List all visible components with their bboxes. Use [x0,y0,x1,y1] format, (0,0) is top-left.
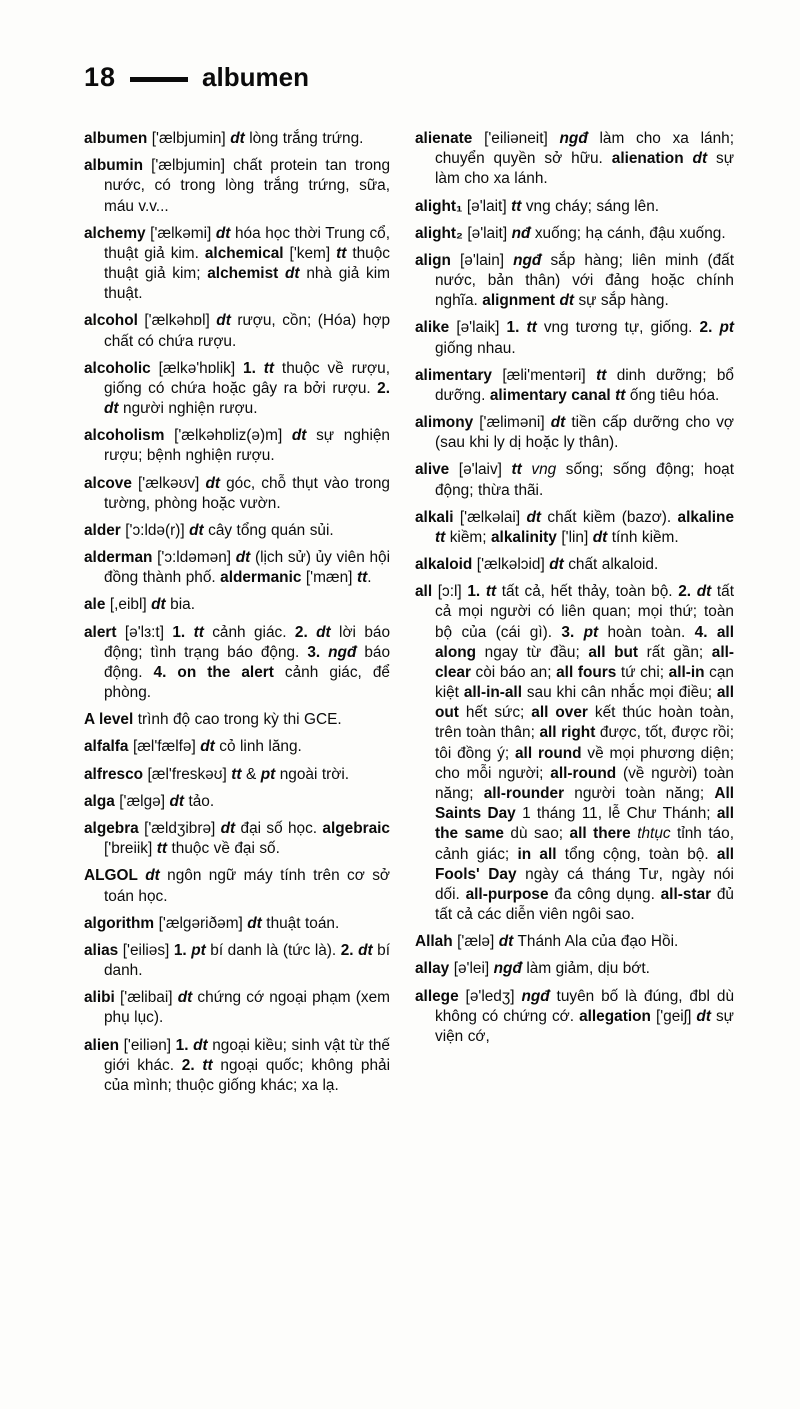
definition-text: tiền cấp dưỡng cho vợ (sau khi ly dị hoặc ly thân). [435,414,735,452]
definition-text: ['breiik] [104,840,157,858]
entry-alight-1 [415,197,734,217]
pos-label: ngđ [559,130,588,147]
definition-text: sự viện cớ, [435,1007,734,1045]
definition-text: bí danh. [104,941,390,980]
headword: alien [84,1036,120,1054]
entry-alike [415,318,734,358]
definition-text [166,664,177,681]
definition-text: được, tốt, được rồi; tôi đồng ý; [435,724,735,762]
pos-label: nđ [511,224,531,242]
pos-label: dt [200,738,215,756]
bold-text: all-clear [435,643,735,681]
pos-label: dt [526,508,542,526]
entry-albumen [84,129,390,149]
usage-label: vng [531,461,557,479]
entry-algol [84,866,390,906]
definition-text: ['ælkəlai] [453,508,527,526]
definition-text: góc, chỗ thụt vào trong tường, phòng hoặc vườn. [104,474,390,512]
definition-text: ['ælibai] [114,989,178,1007]
definition-text: [ə'lain] [450,251,514,269]
bold-text: 1. [175,1036,189,1054]
bold-text: algebraic [322,819,390,837]
headword: alchemy [84,224,146,242]
entry-alcoholism [84,426,390,466]
page-number: 18 [84,62,117,92]
bold-text: alkaline [677,508,734,526]
definition-text: cây tổng quán sủi. [203,521,334,539]
entry-alchemy [84,224,390,305]
headword: alight₁ [415,197,463,215]
definition-text: ['ælkəhɒliz(ə)m] [164,427,292,445]
headword: allay [415,960,450,978]
definition-text: [ælkə'hɒlik] [150,359,244,377]
definition-text: [ə'laiv] [449,461,512,479]
definition-text: về mọi phương diện; cho mỗi người; [435,744,734,782]
headword: algebra [84,819,139,837]
definition-text: thuật toán. [261,914,340,932]
definition-text: sự làm cho xa lánh. [435,150,735,188]
pos-label: ngđ [521,987,550,1005]
definition-text: chất alkaloid. [563,556,659,574]
bold-text: 1. [173,941,187,959]
headword: alderman [84,549,153,567]
definition-text: thuộc về đại số. [167,840,280,858]
bold-text: all there [569,825,631,843]
pos-label: pt [719,319,735,337]
bold-text: 1. [467,583,481,601]
definition-text: thuộc về rượu, giống có chứa hoặc gây ra bởi rượu. [104,359,390,397]
bold-text: 1. [243,359,256,377]
definition-text: nhà giả kim thuật. [104,265,390,303]
definition-text: ['ælgəriðəm] [154,914,248,932]
definition-text: tứ chi; [616,663,669,681]
definition-text: tất cả, hết thảy, toàn bộ. [496,583,679,601]
bold-text: all-in [668,663,705,681]
pos-label: tt [193,623,204,641]
bold-text: alkalinity [491,528,557,546]
definition-text: sự nghiện rượu; bệnh nghiện rượu. [104,427,390,465]
headword: ale [84,596,106,614]
pos-label: dt [498,933,514,951]
definition-text: [ə'lɜ:t] [116,623,173,641]
headword: alert [84,623,117,641]
pos-label: dt [235,549,251,567]
definition-text: . [367,569,372,587]
pos-label: tt [336,244,347,262]
definition-text: giống nhau. [435,339,516,357]
bold-text: aldermanic [220,569,302,587]
definition-text: ['ælbjumin] chất protein tan trong nước, có trong lòng trắng trứng, sữa, máu v.v... [104,157,390,215]
pos-label: ngđ [328,643,357,661]
definition-text: [,eibl] [105,596,152,614]
definition-text: tuyên bố là đúng, đbl dù không có chứng cớ. [435,987,734,1025]
definition-text: người toàn năng; [564,784,715,802]
definition-text: ['ælbjumin] [147,130,231,147]
pos-label: tt [156,840,168,858]
headword: A level [84,711,134,729]
entry-allah [415,932,734,952]
bold-text: 4. [153,663,167,681]
headword: Allah [415,933,453,951]
definition-text: Thánh Ala của đạo Hồi. [513,933,679,951]
pos-label: dt [177,989,193,1007]
bold-text: in all [517,845,557,863]
pos-label: tt [356,569,368,587]
pos-label: dt [316,623,331,641]
pos-label: dt [549,556,564,574]
pos-label: tt [485,583,497,601]
definition-text: [ə'lait] [462,224,512,242]
definition-text: rất gần; [638,643,712,661]
definition-text: trình độ cao trong kỳ thi GCE. [133,711,342,729]
entry-alkali [415,508,734,548]
entry-alder [84,521,390,541]
pos-label: tt [511,197,522,215]
bold-text: 2. [377,379,390,397]
guide-word: albumen [202,62,309,92]
definition-text: ['kem] [283,244,337,262]
definition-text: cỏ linh lăng. [214,738,302,756]
definition-text [320,644,328,661]
definition-text: ngoài trời. [275,765,350,783]
pos-label: dt [592,528,608,546]
pos-label: dt [291,427,307,445]
bold-text: allegation [579,1007,651,1025]
entry-alien [84,1036,390,1097]
definition-text: ['eiliən] [119,1036,176,1054]
column-left [84,129,390,1103]
bold-text: all-in-all [463,684,522,702]
definition-text: ngoại quốc; không phải của mình; thuộc giống khác; xa lạ. [104,1056,390,1094]
headword: allege [415,987,459,1005]
pos-label: dt [696,1007,711,1025]
definition-text [185,624,193,641]
pos-label: ngđ [513,251,542,269]
definition-text: [æl'freskəʊ] [143,765,232,783]
definition-text: bí danh là (tức là). [205,941,341,959]
definition-text: vng cháy; sáng lên. [521,197,660,215]
definition-text: thuộc thuật giả kim; [104,244,390,283]
headword: alive [415,461,450,479]
headword: alcohol [84,312,138,330]
entry-alibi [84,988,390,1028]
definition-text: cảnh giác, để phòng. [104,663,390,702]
bold-text: All Saints Day [435,784,734,823]
definition-text: người nghiện rượu. [118,400,258,418]
bold-text: all-round [550,764,617,782]
definition-text: sống; sống động; hoạt động; thừa thãi. [435,461,734,499]
pos-label: dt [151,596,166,614]
header-dash-rule [130,77,188,82]
headword: alibi [84,989,115,1007]
definition-text: [æl'fælfə] [128,738,201,756]
bold-text: 4. [694,623,708,641]
definition-text: 1 tháng 11, lễ Chư Thánh; [515,805,717,823]
pos-label: dt [216,312,231,330]
definition-text: kiềm; [445,528,491,546]
definition-text: vng tương tự, giống. [536,319,700,337]
definition-text: ['æliməni] [473,414,551,432]
definition-text: sau khi cân nhắc mọi điều; [521,684,717,702]
definition-text: [ə'ledʒ] [458,987,522,1005]
pos-label: dt [550,414,566,432]
bold-text: all along [435,623,734,661]
bold-text: all but [588,643,639,661]
bold-text: 2. [340,941,354,959]
headword: alcoholism [84,427,165,445]
definition-text: đa công dụng. [548,885,661,903]
definition-text: ['mæn] [301,569,357,587]
headword: alike [415,319,450,337]
headword: alimony [415,414,474,432]
definition-text: ['ɔ:ldəmən] [152,549,236,567]
headword: alight₂ [415,224,463,242]
entry-align [415,251,734,312]
bold-text: all-star [660,885,712,903]
definition-text [708,624,717,641]
pos-label: tt [231,765,242,783]
definition-text: ['ɔ:ldə(r)] [120,521,190,539]
pos-label: dt [692,150,708,168]
entry-all [415,582,734,925]
usage-label: thtục [637,825,671,843]
definition-text: [ɔ:l] [432,583,468,601]
pos-label: dt [247,914,262,932]
definition-text: ngoại kiều; sinh vật từ thế giới khác. [104,1036,390,1074]
definition-text: ['lin] [556,528,593,546]
pos-label: dt [169,792,184,810]
pos-label: dt [230,130,245,147]
definition-text: còi báo an; [470,663,557,681]
headword: alfalfa [84,738,129,756]
entry-albumin [84,156,390,217]
definition-text: kết thúc hoàn toàn, trên toàn thân; [435,704,734,742]
pos-label: tt [435,528,446,546]
headword: alimentary [415,366,492,384]
definition-text: ['eiliəneit] [472,130,560,147]
bold-text: all right [539,724,596,742]
pos-label: pt [583,623,599,641]
pos-label: dt [104,400,119,418]
definition-text: ['ælkəʊv] [131,474,206,492]
definition-text: lời báo động; tình trạng báo động. [104,623,391,661]
definition-text: chất kiềm (bazơ). [541,508,678,526]
definition-text: tính kiềm. [607,528,679,546]
headword: alienate [415,130,473,147]
definition-text [684,150,693,167]
definition-text: hết sức; [458,704,532,722]
definition-text: đủ tất cả các diễn viên ngôi sao. [435,885,734,924]
definition-text: bia. [165,596,195,614]
pos-label: dt [559,292,574,310]
entry-alive [415,460,734,500]
pos-label: dt [145,867,160,885]
definition-text: ngày cá tháng Tư, ngày nói dối. [435,865,734,903]
entry-alkaloid [415,555,734,575]
bold-text: alignment [482,292,555,310]
entry-alight-2 [415,224,734,244]
bold-text: 2. [294,623,308,641]
definition-text: ['ælgə] [114,792,170,810]
bold-text: alchemist [207,265,279,283]
definition-text: [ə'laik] [449,319,507,337]
pos-label: tt [202,1056,213,1074]
definition-text: làm cho xa lánh; chuyển quyền sở hữu. [435,130,734,168]
pos-label: dt [696,583,712,601]
definition-text: tỉnh táo, cảnh giác; [435,825,734,863]
bold-text: alienation [611,150,684,168]
entry-alcove [84,474,390,514]
pos-label: tt [511,461,522,479]
definition-text [574,624,583,641]
definition-text: báo động. [104,643,391,681]
bold-text: alchemical [204,244,284,262]
entry-alfalfa [84,737,390,757]
definition-text: [æli'mentəri] [492,366,597,384]
pos-label: dt [215,224,231,242]
definition-text: (lịch sử) ủy viên hội đồng thành phố. [104,549,390,587]
headword: align [415,251,451,269]
entry-algebra [84,819,390,859]
definition-text: ['ælə] [452,933,499,951]
definition-text: ['eiliəs] [118,941,174,959]
definition-text: ngay từ đầu; [476,643,589,661]
definition-text: ống tiêu hóa. [625,386,720,404]
pos-label: dt [220,819,236,837]
entry-alcoholic [84,359,390,420]
bold-text: all-rounder [483,784,565,802]
pos-label: dt [285,265,300,283]
pos-label: ngđ [493,960,522,978]
entry-alimentary [415,366,734,406]
pos-label: tt [596,366,607,384]
pos-label: tt [526,319,537,337]
headword: alcoholic [84,359,151,377]
definition-text [522,461,532,478]
bold-text: 3. [561,623,575,641]
definition-text: lòng trắng trứng. [244,130,364,147]
headword: alcove [84,474,132,492]
definition-text: chứng cớ ngoại phạm (xem phụ lục). [104,989,390,1027]
entry-allege [415,987,734,1048]
pos-label: dt [193,1036,208,1054]
entry-ale [84,595,390,615]
bold-text: 2. [699,319,713,337]
definition-text: hóa học thời Trung cổ, thuật giả kim. [104,224,390,262]
headword: alga [84,792,115,810]
bold-text: all over [531,704,588,722]
bold-text: 1. [506,319,520,337]
definition-text: ['ælkəlɔid] [472,556,550,574]
bold-text: all the same [435,805,734,843]
pos-label: dt [205,474,220,492]
pos-label: dt [189,521,204,539]
page-header [84,62,734,93]
entry-alfresco [84,765,390,785]
headword: alfresco [84,765,144,783]
definition-text: ['ældʒibrə] [138,819,221,837]
bold-text: 2. [181,1056,195,1074]
pos-label: pt [191,941,206,959]
definition-text: [ə'lait] [462,197,512,215]
definition-text: sắp hàng; liên minh (đất nước, bản thân) với đảng hoặc chính nghĩa. [435,251,734,310]
entry-allay [415,959,734,979]
bold-text: on the alert [177,663,274,681]
definition-text: hoàn toàn. [598,623,695,641]
definition-text: dù sao; [503,825,570,843]
entry-alderman [84,548,390,588]
bold-text: 2. [678,583,692,601]
pos-label: pt [260,765,276,783]
definition-text: rượu, cồn; (Hóa) hợp chất có chứa rượu. [104,312,391,350]
definition-text: cảnh giác. [203,623,295,641]
bold-text: all round [515,744,582,762]
entry-alert [84,623,390,704]
definition-text: (về người) toàn năng; [435,764,734,802]
definition-text: & [241,765,261,783]
bold-text: all Fools' Day [435,845,735,883]
entry-alias [84,941,390,981]
definition-text: tổng cộng, toàn bộ. [556,845,717,863]
headword: all [415,583,433,601]
headword: albumin [84,157,143,175]
definition-text: dinh dưỡng; bổ dưỡng. [435,366,734,404]
definition-text: ['ælkəhɒl] [137,312,217,330]
definition-text: cạn kiệt [435,663,734,702]
bold-text: all out [435,684,734,722]
headword: albumen [84,130,148,147]
pos-label: dt [358,941,373,959]
definition-text: ['geiʃ] [650,1007,697,1025]
definition-text: ['ælkəmi] [145,224,216,242]
definition-text [308,624,316,641]
pos-label: tt [263,359,275,377]
definition-text: sự sắp hàng. [573,292,669,310]
bold-text: all-purpose [465,885,549,903]
bold-text: 1. [172,623,186,641]
headword: algorithm [84,914,155,932]
column-right [415,129,734,1103]
entry-alimony [415,413,734,453]
entry-a-level [84,710,390,730]
definition-text [256,360,264,377]
entry-alga [84,792,390,812]
headword: ALGOL [84,867,138,885]
headword: alkaloid [415,556,473,574]
definition-text: đại số học. [235,819,323,837]
bold-text: 3. [307,643,321,661]
pos-label: tt [615,386,626,404]
entry-alcohol [84,311,390,351]
headword: alder [84,521,121,539]
definition-text: làm giảm, dịu bớt. [521,960,650,978]
entry-alienate [415,129,734,190]
definition-text: tảo. [184,792,215,810]
definition-text: xuống; hạ cánh, đậu xuống. [530,224,726,242]
definition-text: ngôn ngữ máy tính trên cơ sở toán học. [104,867,390,905]
headword: alias [84,941,119,959]
bold-text: alimentary canal [489,386,611,404]
headword: alkali [415,508,454,526]
entry-algorithm [84,914,390,934]
definition-text: [ə'lei] [449,960,494,978]
definition-text: tất cả mọi người có liên quan; mọi thứ; toàn bộ của (cái gì). [435,583,734,641]
bold-text: all fours [556,663,617,681]
text-columns [84,129,734,1103]
